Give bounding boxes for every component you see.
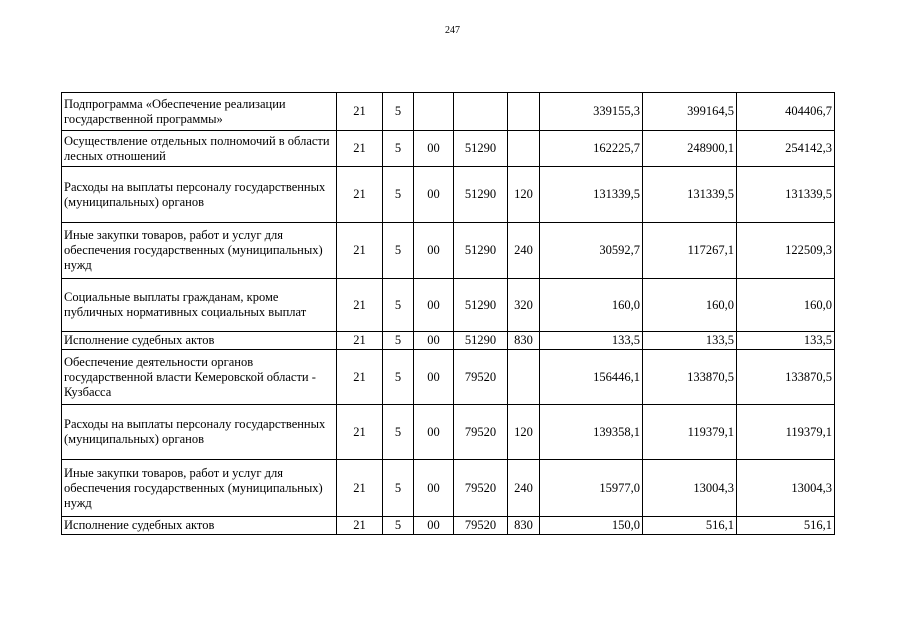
amount-year-3: 13004,3 [737, 460, 835, 517]
amount-year-1: 162225,7 [540, 131, 643, 167]
code-direction: 00 [414, 279, 454, 332]
code-ministry: 21 [337, 517, 383, 535]
code-expense: 51290 [454, 131, 508, 167]
code-subprogram: 5 [383, 517, 414, 535]
code-expense: 79520 [454, 350, 508, 405]
code-ministry: 21 [337, 279, 383, 332]
code-direction: 00 [414, 405, 454, 460]
amount-year-3: 119379,1 [737, 405, 835, 460]
amount-year-1: 339155,3 [540, 93, 643, 131]
page-number: 247 [445, 25, 460, 36]
row-name: Иные закупки товаров, работ и услуг для обеспечения государственных (муниципальных) нужд [62, 460, 337, 517]
amount-year-1: 15977,0 [540, 460, 643, 517]
code-expense-type: 120 [508, 405, 540, 460]
amount-year-2: 133,5 [643, 332, 737, 350]
amount-year-1: 150,0 [540, 517, 643, 535]
amount-year-2: 160,0 [643, 279, 737, 332]
code-expense: 79520 [454, 517, 508, 535]
code-expense-type: 240 [508, 460, 540, 517]
row-name: Исполнение судебных актов [62, 517, 337, 535]
amount-year-2: 131339,5 [643, 167, 737, 223]
amount-year-3: 131339,5 [737, 167, 835, 223]
code-subprogram: 5 [383, 131, 414, 167]
amount-year-2: 516,1 [643, 517, 737, 535]
amount-year-1: 133,5 [540, 332, 643, 350]
table-row [62, 167, 835, 223]
amount-year-1: 131339,5 [540, 167, 643, 223]
code-subprogram: 5 [383, 460, 414, 517]
code-direction: 00 [414, 131, 454, 167]
code-ministry: 21 [337, 223, 383, 279]
code-ministry: 21 [337, 350, 383, 405]
code-expense: 51290 [454, 332, 508, 350]
budget-table [61, 92, 835, 535]
row-name: Исполнение судебных актов [62, 332, 337, 350]
amount-year-3: 133,5 [737, 332, 835, 350]
table-row [62, 223, 835, 279]
amount-year-2: 399164,5 [643, 93, 737, 131]
code-subprogram: 5 [383, 405, 414, 460]
code-ministry: 21 [337, 332, 383, 350]
row-name: Социальные выплаты гражданам, кроме публичных нормативных социальных выплат [62, 279, 337, 332]
code-expense-type: 240 [508, 223, 540, 279]
code-expense: 51290 [454, 167, 508, 223]
code-subprogram: 5 [383, 223, 414, 279]
code-subprogram: 5 [383, 167, 414, 223]
table-row [62, 131, 835, 167]
code-ministry: 21 [337, 131, 383, 167]
code-subprogram: 5 [383, 350, 414, 405]
table-row [62, 405, 835, 460]
table-row [62, 517, 835, 535]
code-ministry: 21 [337, 167, 383, 223]
code-ministry: 21 [337, 405, 383, 460]
code-direction: 00 [414, 517, 454, 535]
code-expense: 51290 [454, 279, 508, 332]
code-expense-type: 120 [508, 167, 540, 223]
table-row [62, 350, 835, 405]
code-direction: 00 [414, 460, 454, 517]
table-row [62, 279, 835, 332]
amount-year-2: 133870,5 [643, 350, 737, 405]
code-expense [454, 93, 508, 131]
code-expense-type: 830 [508, 517, 540, 535]
amount-year-3: 133870,5 [737, 350, 835, 405]
row-name: Иные закупки товаров, работ и услуг для обеспечения государственных (муниципальных) нужд [62, 223, 337, 279]
amount-year-3: 254142,3 [737, 131, 835, 167]
amount-year-1: 30592,7 [540, 223, 643, 279]
code-expense: 51290 [454, 223, 508, 279]
row-name: Подпрограмма «Обеспечение реализации государственной программы» [62, 93, 337, 131]
amount-year-1: 160,0 [540, 279, 643, 332]
row-name: Осуществление отдельных полномочий в области лесных отношений [62, 131, 337, 167]
table-row [62, 93, 835, 131]
amount-year-2: 248900,1 [643, 131, 737, 167]
amount-year-2: 119379,1 [643, 405, 737, 460]
code-direction: 00 [414, 332, 454, 350]
amount-year-2: 13004,3 [643, 460, 737, 517]
code-ministry: 21 [337, 460, 383, 517]
code-expense-type: 830 [508, 332, 540, 350]
row-name: Расходы на выплаты персоналу государственных (муниципальных) органов [62, 167, 337, 223]
row-name: Расходы на выплаты персоналу государственных (муниципальных) органов [62, 405, 337, 460]
code-expense-type: 320 [508, 279, 540, 332]
amount-year-3: 122509,3 [737, 223, 835, 279]
amount-year-2: 117267,1 [643, 223, 737, 279]
row-name: Обеспечение деятельности органов государственной власти Кемеровской области - Кузбасса [62, 350, 337, 405]
code-direction: 00 [414, 167, 454, 223]
code-subprogram: 5 [383, 279, 414, 332]
amount-year-3: 404406,7 [737, 93, 835, 131]
code-subprogram: 5 [383, 332, 414, 350]
amount-year-1: 156446,1 [540, 350, 643, 405]
code-direction: 00 [414, 350, 454, 405]
code-direction [414, 93, 454, 131]
amount-year-3: 516,1 [737, 517, 835, 535]
code-subprogram: 5 [383, 93, 414, 131]
code-expense-type [508, 131, 540, 167]
table-row [62, 332, 835, 350]
code-expense: 79520 [454, 460, 508, 517]
code-direction: 00 [414, 223, 454, 279]
table-row [62, 460, 835, 517]
amount-year-3: 160,0 [737, 279, 835, 332]
code-expense: 79520 [454, 405, 508, 460]
amount-year-1: 139358,1 [540, 405, 643, 460]
code-expense-type [508, 350, 540, 405]
code-ministry: 21 [337, 93, 383, 131]
code-expense-type [508, 93, 540, 131]
